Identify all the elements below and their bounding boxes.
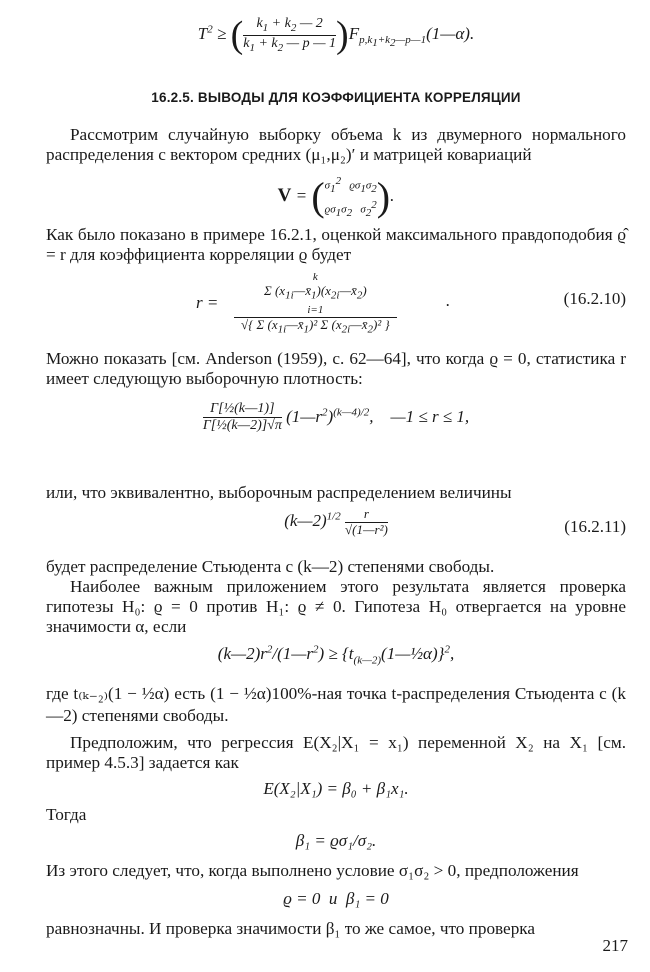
page-body: [46, 14, 626, 939]
paragraph-9: Из этого следует, что, когда выполнено условие σ₁σ₂ > 0, предположения: [46, 861, 579, 880]
equation-density: $\frac{\text{Γ[½(k—1)]}}{\text{Γ[½(k—2)]√π}}$ $(1—r^2)^{(k—4)/2}$, —1 ≤ r ≤ 1,: [202, 401, 470, 434]
section-heading: 16.2.5. ВЫВОДЫ ДЛЯ КОЭФФИЦИЕНТА КОРРЕЛЯЦИИ: [151, 90, 521, 105]
text-then: Тогда: [46, 805, 87, 824]
paragraph-10: равнозначны. И проверка значимости β₁ то же самое, что проверка: [46, 919, 536, 938]
paragraph-8: Предположим, что регрессия E(X₂|X₁ = x₁) переменной X₂ на X₁ [см. пример 4.5.3] задается как: [46, 733, 626, 772]
paragraph-1: Рассмотрим случайную выборку объема k из двумерного нормального распределения с вектором средних (μ₁,μ₂)′ и матрицей ковариаций: [46, 125, 626, 164]
paragraph-7: где t₍ₖ₋₂₎(1 − ½α) есть (1 − ½α)100%-ная точка t-распределения Стьюдента с (k—2) степенями свободы.: [46, 684, 626, 725]
equation-16-2-11: (k—2)$^{1/2}$ $\frac{r}{\text{√(1—r²)}}$ (16.2.11): [284, 506, 626, 537]
paragraph-4: или, что эквивалентно, выборочным распределением величины: [46, 483, 512, 502]
paragraph-5: будет распределение Стьюдента с (k—2) степенями свободы.: [46, 557, 495, 576]
paragraph-2: Как было показано в примере 16.2.1, оценкой максимального правдоподобия ϱ̂ = r для коэффициента корреляции ϱ будет: [46, 225, 626, 264]
equation-regression: E(X₂|X₁) = β₀ + β₁x₁.: [263, 779, 409, 798]
equation-number: (16.2.11): [564, 517, 626, 536]
equation-beta: β₁ = ϱσ₁/σ₂.: [295, 831, 377, 850]
equation-test: $(k—2)r^2/(1—r^2)$ ≥ $\{t_{(k—2)}(1—\frac{1}{2}\alpha)\}^2$,: [217, 643, 455, 667]
equation-number: (16.2.10): [563, 289, 626, 308]
equation-equivalence: ϱ = 0 и β₁ = 0: [283, 889, 389, 908]
equation-16-2-10: r = k Σ $(x_{1i}—x̄_1)(x_{2i}—x̄_2)$ i=1 √{ Σ $(x_{1i}—x̄_1)^2$ Σ $(x_{2i}—x̄_2)^2$ } . (16.2.10): [196, 271, 626, 336]
covariance-matrix: $V = (\sigma_1^2$ $ϱ\sigma_1\sigma_2$ $ϱ\sigma_1\sigma_2$ $\sigma_2^2$).: [277, 173, 395, 219]
paragraph-3: Можно показать [см. Anderson (1959), с. 62—64], что когда ϱ = 0, статистика r имеет следующую выборочную плотность:: [46, 349, 626, 388]
page-number: 217: [602, 936, 628, 955]
paragraph-6: Наиболее важным приложением этого результата является проверка гипотезы H₀: ϱ = 0 против H₁: ϱ ≠ 0. Гипотеза H₀ отвергается на уровне значимости α, если: [46, 577, 626, 636]
equation-top: $T^2$ ≥ ( $\frac{k_1 + k_2 — 2}{k_1 + k_2 — p — 1}$ )$F_{p,k_1+k_2—p—1}(1—\alpha)$.: [197, 14, 475, 56]
